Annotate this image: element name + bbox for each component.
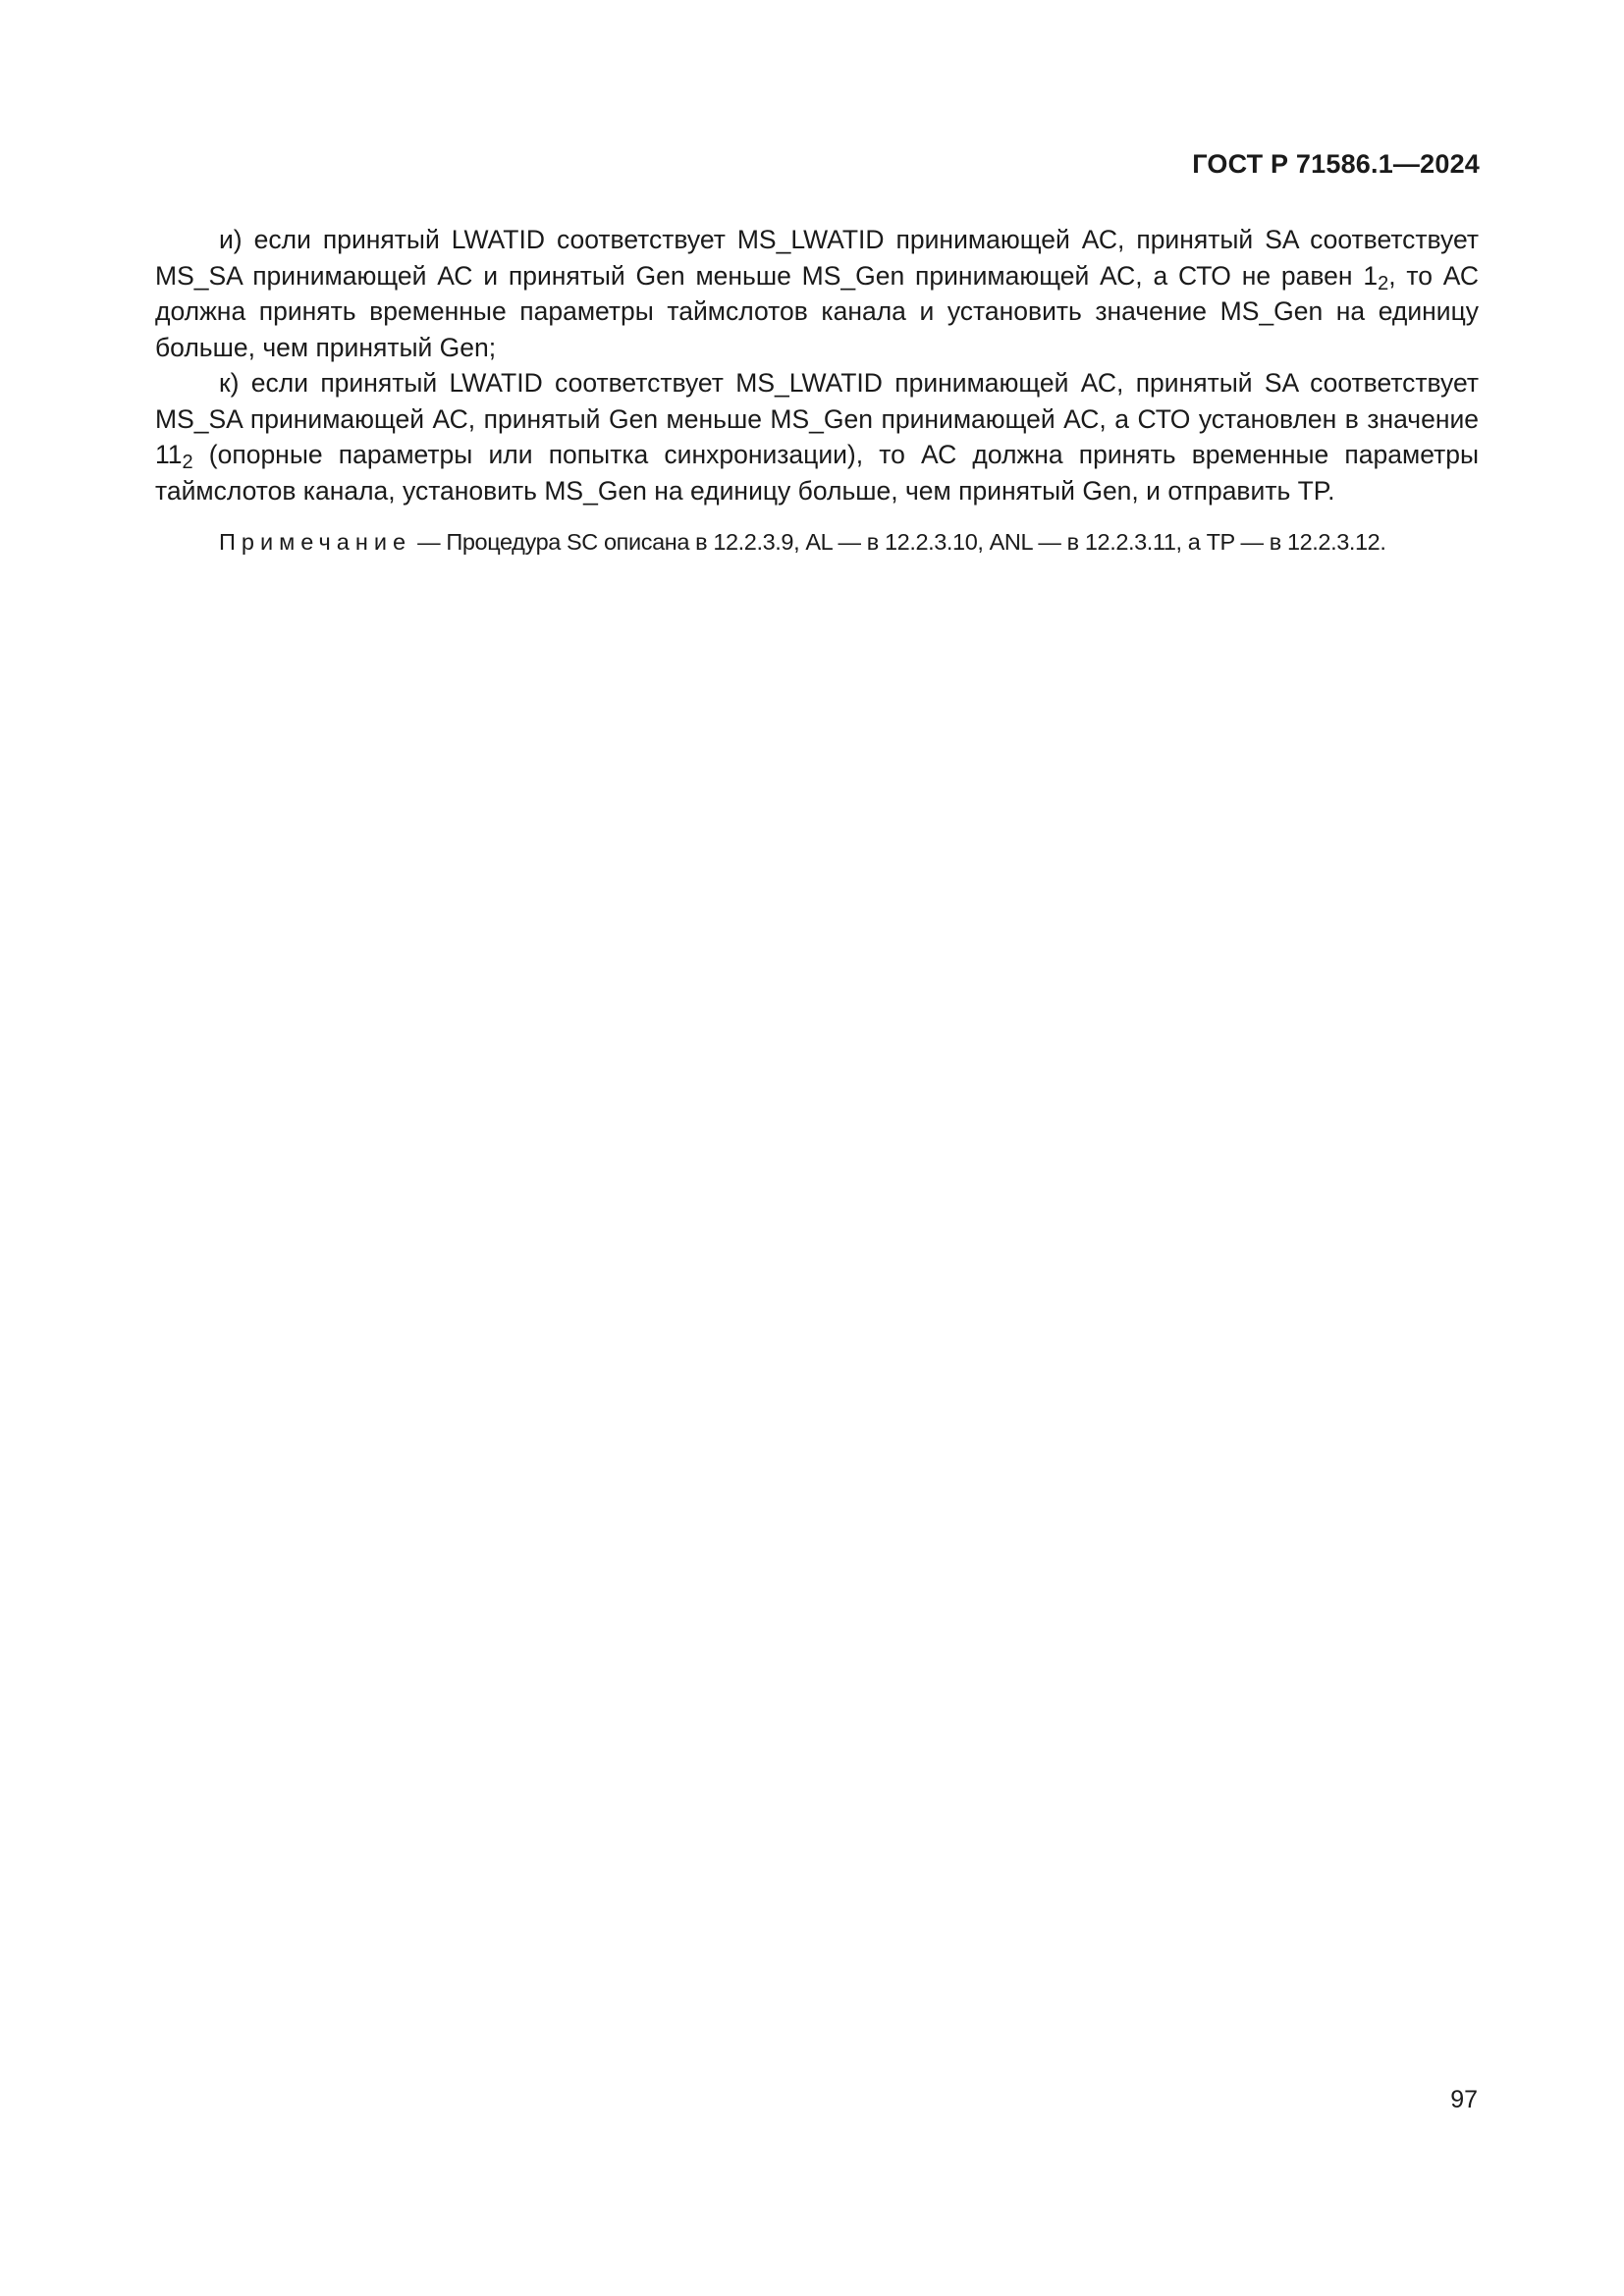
- note-text: — Процедура SC описана в 12.2.3.9, AL — в 12.2.3.10, ANL — в 12.2.3.11, а TP — в 12.2.3.12.: [411, 529, 1386, 555]
- list-item-i: [155, 222, 1479, 365]
- item-k-text-2: (опорные параметры или попытка синхронизации), то АС должна принять временные параметры таймслотов канала, установить MS_Gen на единицу больше, чем принятый Gen, и отправить TP.: [155, 440, 1479, 506]
- item-i-text-2: , то АС должна принять временные параметры таймслотов канала и установить значение MS_Gen на единицу больше, чем принятый Gen;: [155, 260, 1479, 362]
- note: [155, 526, 1479, 558]
- item-i-text-1: и) если принятый LWATID соответствует MS_LWATID принимающей АС, принятый SA соответствует MS_SA принимающей АС и принятый Gen меньше MS_Gen принимающей АС, а СТО не равен 1: [155, 225, 1479, 291]
- item-k-subscript: 2: [182, 452, 193, 473]
- item-k-text-1: к) если принятый LWATID соответствует MS_LWATID принимающей АС, принятый SA соответствует MS_SA принимающей АС, принятый Gen меньше MS_Gen принимающей АС, а СТО установлен в значение 11: [155, 368, 1479, 469]
- document-header: ГОСТ Р 71586.1—2024: [1192, 149, 1480, 179]
- document-body: [155, 222, 1479, 558]
- note-label: Примечание: [219, 529, 412, 555]
- list-item-k: [155, 365, 1479, 508]
- item-i-subscript: 2: [1378, 272, 1389, 294]
- page-number: 97: [1450, 2086, 1478, 2113]
